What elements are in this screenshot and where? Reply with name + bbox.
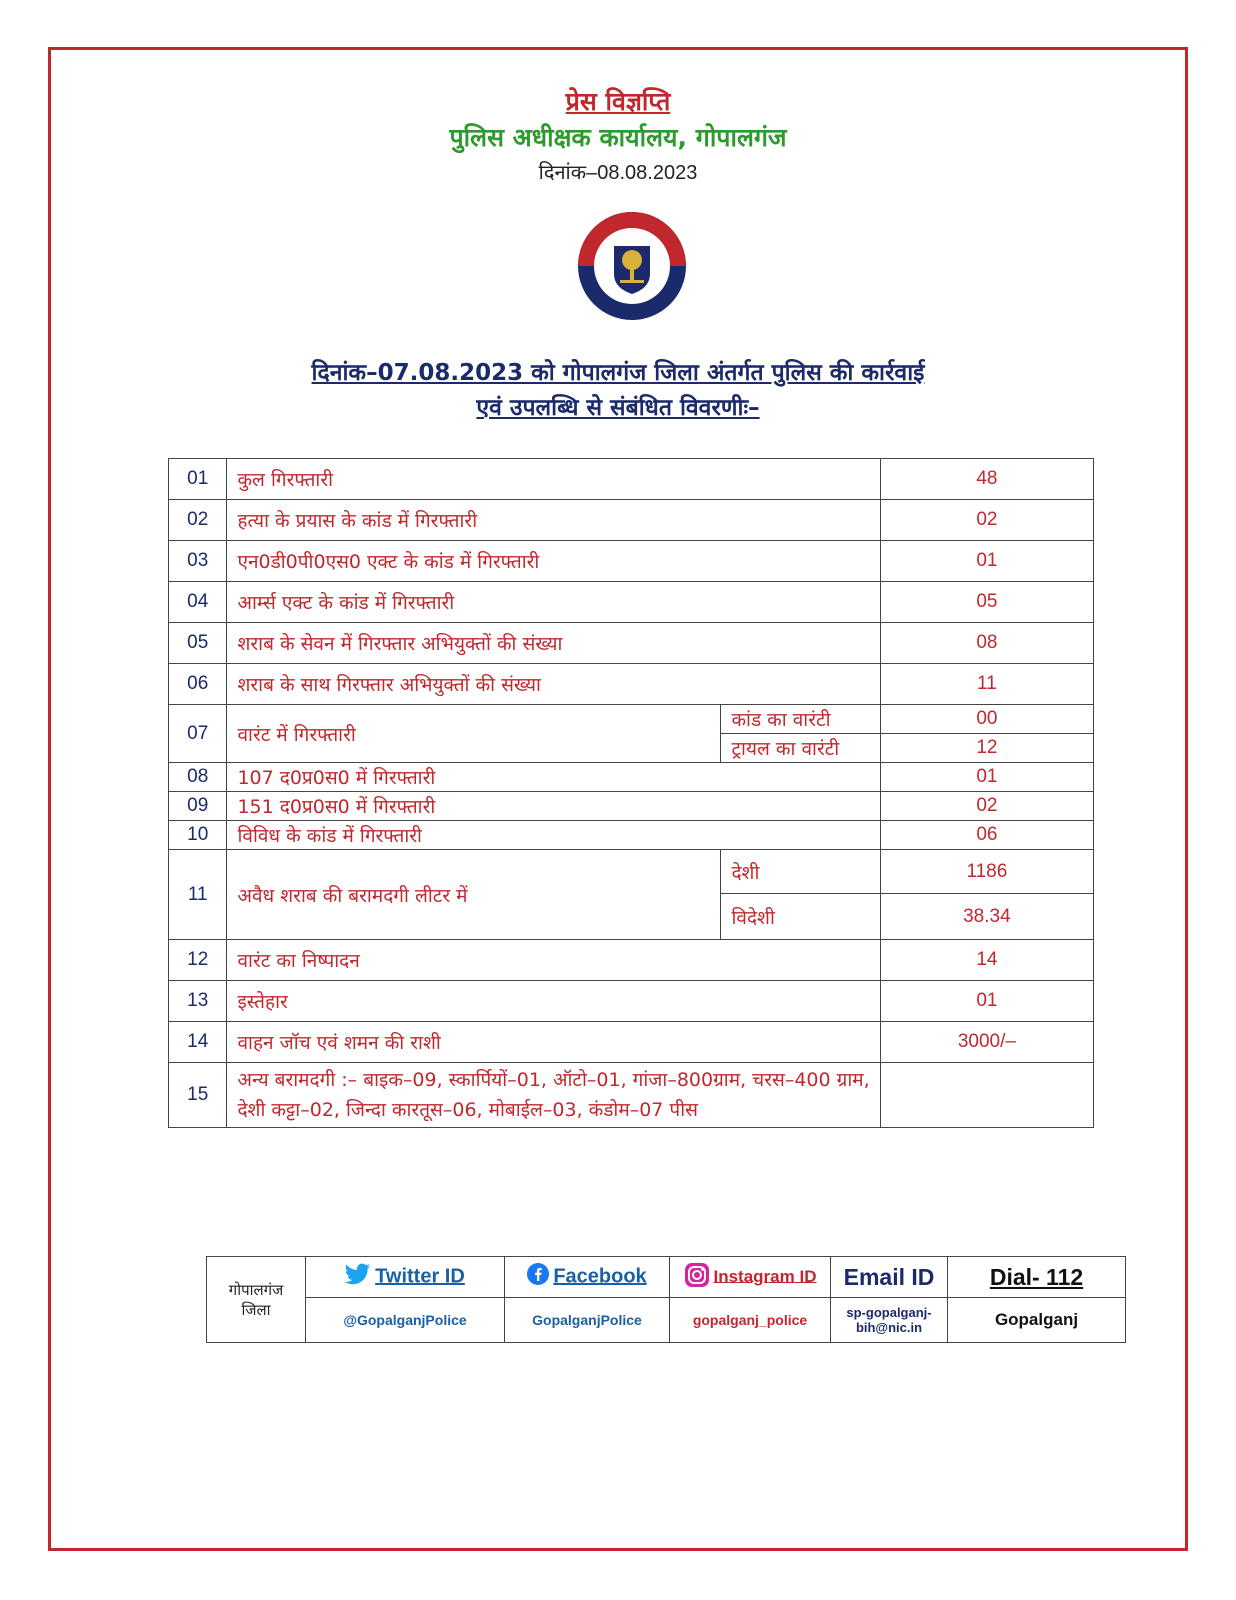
table-row	[169, 705, 1094, 734]
row-value: 01	[880, 541, 1093, 582]
row-label: हत्या के प्रयास के कांड में गिरफ्तारी	[227, 500, 880, 541]
email-address[interactable]: sp-gopalganj-bih@nic.in	[831, 1298, 948, 1343]
row-label: वारंट का निष्पादन	[227, 940, 880, 981]
row-value: 12	[880, 734, 1093, 763]
row-label: 107 द0प्र0स0 में गिरफ्तारी	[227, 763, 880, 792]
table-row	[169, 582, 1094, 623]
statistics-table	[168, 458, 1094, 1128]
table-row	[169, 981, 1094, 1022]
row-value: 02	[880, 792, 1093, 821]
row-sublabel: ट्रायल का वारंटी	[721, 734, 880, 763]
twitter-header	[306, 1257, 505, 1298]
row-number: 01	[169, 459, 227, 500]
table-row	[169, 850, 1094, 894]
row-number: 03	[169, 541, 227, 582]
row-sublabel: देशी	[721, 850, 880, 894]
row-value: 08	[880, 623, 1093, 664]
report-heading-line1: दिनांक–07.08.2023 को गोपालगंज जिला अंतर्गत पुलिस की कार्रवाई	[311, 360, 925, 386]
table-row	[169, 623, 1094, 664]
row-label: विविध के कांड में गिरफ्तारी	[227, 821, 880, 850]
twitter-label: Twitter ID	[375, 1265, 465, 1288]
row-number: 04	[169, 582, 227, 623]
row-sublabel: विदेशी	[721, 894, 880, 940]
table-row	[169, 1063, 1094, 1128]
table-row	[169, 1022, 1094, 1063]
row-number: 10	[169, 821, 227, 850]
table-row	[169, 500, 1094, 541]
release-date: दिनांक–08.08.2023	[538, 162, 698, 184]
instagram-header	[670, 1257, 831, 1298]
row-number: 12	[169, 940, 227, 981]
facebook-header	[505, 1257, 670, 1298]
row-number: 09	[169, 792, 227, 821]
row-label: वारंट में गिरफ्तारी	[227, 705, 721, 763]
row-number: 06	[169, 664, 227, 705]
email-header: Email ID	[831, 1257, 948, 1298]
dial-location: Gopalganj	[948, 1298, 1126, 1343]
row-label: आर्म्स एक्ट के कांड में गिरफ्तारी	[227, 582, 880, 623]
facebook-label: Facebook	[553, 1265, 647, 1288]
row-number: 07	[169, 705, 227, 763]
row-label: अन्य बरामदगी :– बाइक–09, स्कार्पियों–01, ऑटो–01, गांजा–800ग्राम, चरस–400 ग्राम, देशी कट्टा–02, जिन्दा कारतूस–06, मोबाईल–03, कंडोम–07 पीस	[227, 1063, 880, 1128]
row-value: 02	[880, 500, 1093, 541]
table-row	[169, 664, 1094, 705]
row-value: 48	[880, 459, 1093, 500]
press-release-title: प्रेस विज्ञप्ति	[565, 87, 671, 116]
instagram-icon	[684, 1262, 710, 1293]
row-value: 14	[880, 940, 1093, 981]
row-number: 13	[169, 981, 227, 1022]
twitter-icon	[345, 1263, 371, 1291]
facebook-handle[interactable]: GopalganjPolice	[505, 1298, 670, 1343]
row-label: इस्तेहार	[227, 981, 880, 1022]
row-number: 15	[169, 1063, 227, 1128]
row-number: 02	[169, 500, 227, 541]
bihar-police-logo	[576, 210, 688, 322]
facebook-icon	[527, 1263, 549, 1291]
row-value: 00	[880, 705, 1093, 734]
row-value: 38.34	[880, 894, 1093, 940]
table-row	[169, 541, 1094, 582]
row-value: 06	[880, 821, 1093, 850]
row-number: 11	[169, 850, 227, 940]
row-label: 151 द0प्र0स0 में गिरफ्तारी	[227, 792, 880, 821]
report-heading-line2: एवं उपलब्धि से संबंधित विवरणीः–	[476, 395, 760, 421]
row-value: 05	[880, 582, 1093, 623]
row-number: 14	[169, 1022, 227, 1063]
row-number: 05	[169, 623, 227, 664]
instagram-handle[interactable]: gopalganj_police	[670, 1298, 831, 1343]
contact-footer	[206, 1256, 1126, 1343]
instagram-label: Instagram ID	[713, 1266, 817, 1286]
row-label: कुल गिरफ्तारी	[227, 459, 880, 500]
table-row	[169, 763, 1094, 792]
row-value	[880, 1063, 1093, 1128]
table-row	[169, 940, 1094, 981]
table-row	[169, 792, 1094, 821]
row-value: 3000/–	[880, 1022, 1093, 1063]
twitter-handle[interactable]: @GopalganjPolice	[306, 1298, 505, 1343]
row-label-text: अवैध शराब की बरामदगी लीटर में	[237, 884, 468, 907]
row-value: 1186	[880, 850, 1093, 894]
row-label	[227, 850, 721, 940]
table-row	[169, 821, 1094, 850]
dial-header: Dial- 112	[948, 1257, 1126, 1298]
row-label: शराब के सेवन में गिरफ्तार अभियुक्तों की संख्या	[227, 623, 880, 664]
row-label: एन0डी0पी0एस0 एक्ट के कांड में गिरफ्तारी	[227, 541, 880, 582]
row-sublabel: कांड का वारंटी	[721, 705, 880, 734]
office-name: पुलिस अधीक्षक कार्यालय, गोपालगंज	[449, 123, 787, 152]
row-number: 08	[169, 763, 227, 792]
row-value: 01	[880, 981, 1093, 1022]
row-label: शराब के साथ गिरफ्तार अभियुक्तों की संख्या	[227, 664, 880, 705]
district-label: गोपालगंज जिला	[207, 1257, 306, 1343]
row-value: 11	[880, 664, 1093, 705]
table-row	[169, 459, 1094, 500]
row-value: 01	[880, 763, 1093, 792]
row-label: वाहन जॉच एवं शमन की राशी	[227, 1022, 880, 1063]
